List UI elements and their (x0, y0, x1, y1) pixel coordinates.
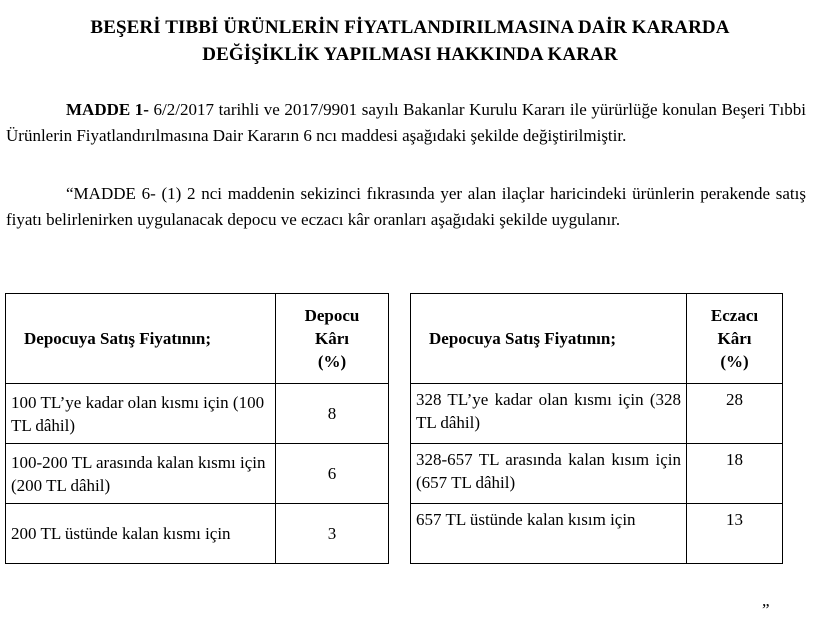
article-6-text: “MADDE 6- (1) 2 nci maddenin sekizinci fıkrasında yer alan ilaçlar haricindeki ürünlerin perakende satış fiyatı belirlenirken uygulanacak depocu ve eczacı kâr oranları aşağıdaki şekilde uygulanır. (6, 184, 806, 229)
table-row (6, 504, 389, 564)
article-1-text: 6/2/2017 tarihli ve 2017/9901 sayılı Bakanlar Kurulu Kararı ile yürürlüğe konulan Beşeri Tıbbi Ürünlerin Fiyatlandırılmasına Dair Kararın 6 ncı maddesi aşağıdaki şekilde değiştirilmiştir. (6, 100, 806, 145)
range-cell: 100 TL’ye kadar olan kısmı için (100 TL dâhil) (6, 384, 276, 444)
closing-quote: ” (762, 600, 770, 619)
table-row (411, 384, 783, 444)
range-cell: 328 TL’ye kadar olan kısmı için (328 TL dâhil) (411, 384, 687, 444)
pharmacist-profit-table (410, 293, 783, 564)
article-6-paragraph (6, 181, 806, 233)
table-header-row (6, 294, 389, 384)
range-column-header: Depocuya Satış Fiyatının; (6, 294, 276, 384)
rate-column-header: Depocu Kârı (%) (276, 294, 389, 384)
title-line-1: BEŞERİ TIBBİ ÜRÜNLERİN FİYATLANDIRILMASINA DAİR KARARDA (90, 17, 730, 38)
title-line-2: DEĞİŞİKLİK YAPILMASI HAKKINDA KARAR (202, 44, 618, 65)
table-row (411, 504, 783, 564)
table-row (6, 444, 389, 504)
table-row (411, 444, 783, 504)
depot-profit-table (5, 293, 389, 564)
rate-cell: 13 (687, 504, 783, 564)
rate-cell: 6 (276, 444, 389, 504)
range-cell: 100-200 TL arasında kalan kısmı için (200 TL dâhil) (6, 444, 276, 504)
table-header-row (411, 294, 783, 384)
table-row (6, 384, 389, 444)
article-1-label: MADDE 1- (66, 100, 149, 119)
range-column-header: Depocuya Satış Fiyatının; (411, 294, 687, 384)
document-title (0, 14, 820, 68)
rate-cell: 18 (687, 444, 783, 504)
range-cell: 200 TL üstünde kalan kısmı için (6, 504, 276, 564)
rate-column-header: Eczacı Kârı (%) (687, 294, 783, 384)
rate-cell: 3 (276, 504, 389, 564)
range-cell: 657 TL üstünde kalan kısım için (411, 504, 687, 564)
range-cell: 328-657 TL arasında kalan kısım için (657 TL dâhil) (411, 444, 687, 504)
rate-cell: 28 (687, 384, 783, 444)
article-1-paragraph (6, 97, 806, 149)
rate-cell: 8 (276, 384, 389, 444)
